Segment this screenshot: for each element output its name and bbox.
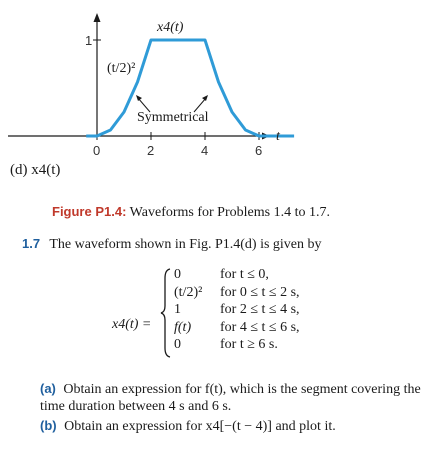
part-letter: (a) — [40, 381, 56, 396]
case-value: 0 — [174, 337, 181, 352]
part-letter: (b) — [40, 418, 57, 433]
case-condition: for t ≤ 0, — [220, 267, 269, 282]
annotation-arrow-right — [202, 95, 208, 101]
problem-part-a — [40, 380, 430, 415]
figure-caption — [52, 204, 330, 221]
t-axis-label: t — [276, 129, 280, 144]
problem-text: The waveform shown in Fig. P1.4(d) is given by — [49, 237, 322, 252]
case-condition: for 2 ≤ t ≤ 4 s, — [220, 302, 300, 317]
problem-part-b — [40, 417, 430, 435]
t-axis-tick-label: 0 — [93, 143, 101, 158]
case-value: (t/2)² — [174, 284, 203, 300]
left-brace — [160, 268, 172, 358]
piecewise-lhs: x4(t) = — [112, 317, 152, 332]
problem-statement — [22, 236, 322, 253]
case-value: 0 — [174, 267, 181, 282]
waveform-title: x4(t) — [157, 20, 184, 35]
left-segment-label: (t/2)² — [107, 61, 136, 76]
waveform-plot — [0, 0, 442, 160]
case-condition: for 4 ≤ t ≤ 6 s, — [220, 319, 300, 335]
problem-number: 1.7 — [22, 236, 41, 251]
t-axis-tick-label: 6 — [255, 143, 263, 158]
part-text: Obtain an expression for x4[−(t − 4)] and plot it. — [64, 419, 336, 434]
caption-text: Waveforms for Problems 1.4 to 1.7. — [129, 205, 330, 220]
y-tick-label: 1 — [85, 33, 93, 48]
case-condition: for t ≥ 6 s. — [220, 337, 278, 352]
case-value: 1 — [174, 302, 181, 317]
annotation-arrow-left — [136, 95, 142, 101]
y-axis-arrow — [94, 13, 101, 22]
case-value: f(t) — [174, 319, 192, 335]
t-axis-tick-label: 4 — [201, 143, 209, 158]
caption-head: Figure P1.4: — [52, 204, 127, 219]
case-condition: for 0 ≤ t ≤ 2 s, — [220, 284, 300, 300]
figure-sublabel: (d) x4(t) — [10, 162, 61, 178]
part-text: Obtain an expression for f(t), which is the segment covering the time duration between 4 s and 6 s. — [40, 382, 421, 414]
t-axis-tick-label: 2 — [147, 143, 155, 158]
symmetrical-annotation: Symmetrical — [137, 110, 209, 125]
